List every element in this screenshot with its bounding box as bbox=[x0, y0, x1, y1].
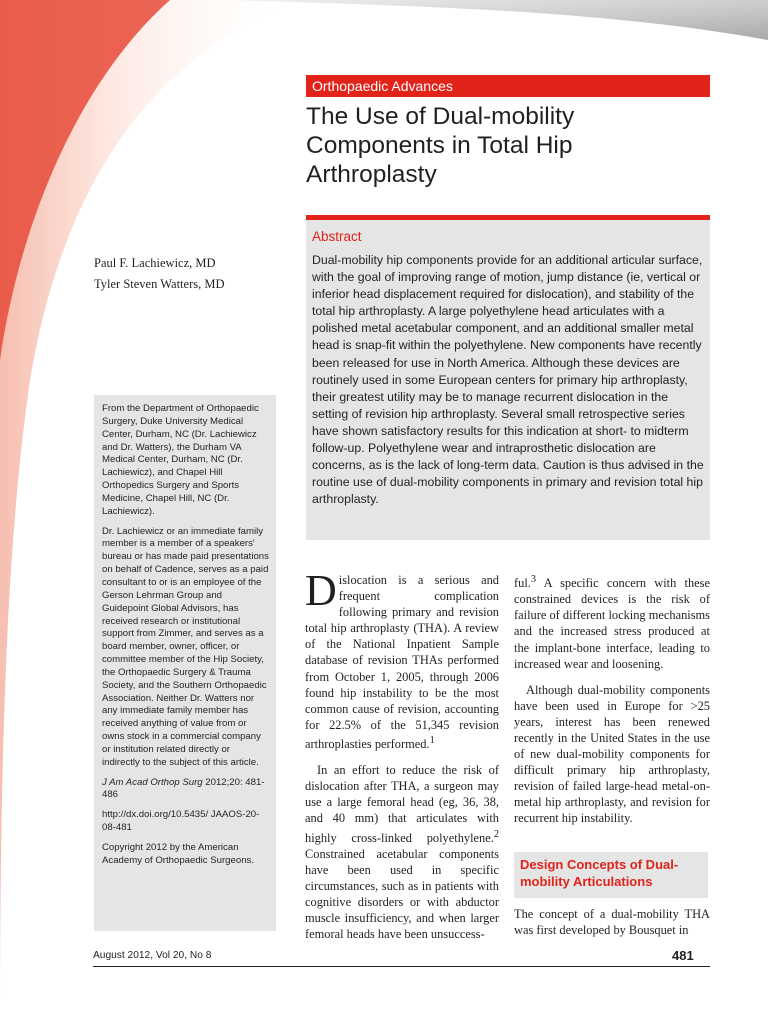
title-line: Arthroplasty bbox=[306, 161, 437, 188]
copyright-text: Copyright 2012 by the American Academy of Orthopaedic Surgeons. bbox=[102, 842, 254, 866]
abstract-heading: Abstract bbox=[312, 229, 362, 244]
body-paragraph: The concept of a dual-mobility THA was first developed by Bousquet in bbox=[514, 907, 710, 938]
section-heading: Design Concepts of Dual-mobility Articulations bbox=[520, 857, 679, 889]
citation bbox=[102, 777, 270, 803]
body-paragraph: Dislocation is a serious and frequent complication following primary and revision total hip arthroplasty (THA). A review of the National Inpatient Sample database of revision THAs performed from October 1, 2005, through 2006 found hip instability to be the most common cause of revision, accounting for 22.5% of the 51,345 revision arthroplasties performed.$^1$ bbox=[305, 566, 499, 752]
body-paragraph: ful.$^3$ A specific concern with these constrained devices is the risk of failure of different locking mechanisms and the increased stress produced at the implant-bone interface, leading to increased wear and loosening. bbox=[514, 574, 710, 671]
body-paragraph: In an effort to reduce the risk of dislocation after THA, a surgeon may use a large femoral head (eg, 36, 38, and 40 mm) that articulates with highly cross-linked polyethylene.$^2$ Constrained acetabular components have been used in specific circumstances, such as in patients with cognitive disorders or with abductor muscle insufficiency, and when larger femoral heads have been unsuccess- bbox=[305, 763, 499, 942]
drop-cap: D bbox=[305, 566, 337, 615]
body-column-right-continued bbox=[514, 906, 710, 938]
citation-journal: J Am Acad Orthop Surg bbox=[102, 776, 203, 788]
doi-link[interactable]: http://dx.doi.org/10.5435/ JAAOS-20-08-481 bbox=[102, 809, 260, 834]
issue-info: August 2012, Vol 20, No 8 bbox=[93, 950, 212, 961]
body-paragraph: Although dual-mobility components have been used in Europe for >25 years, interest has been renewed recently in the United States in the use of new dual-mobility components for difficult primary hip arthroplasty, revision of failed large-head metal-on-metal hip arthroplasty, and revision for recurrent hip instability. bbox=[514, 682, 710, 826]
title-line: The Use of Dual-mobility bbox=[306, 103, 575, 130]
footer-rule bbox=[93, 966, 710, 967]
page-number: 481 bbox=[672, 948, 694, 963]
reference-marker: 2 bbox=[493, 828, 499, 840]
author-list bbox=[94, 253, 225, 295]
section-banner: Orthopaedic Advances bbox=[306, 75, 710, 97]
article-title bbox=[306, 102, 716, 189]
citation-details: 2012;20: 481-486 bbox=[102, 776, 265, 801]
author-info-sidebar bbox=[94, 395, 276, 931]
reference-marker: 3 bbox=[530, 574, 537, 585]
body-column-left bbox=[305, 566, 499, 942]
section-heading-box bbox=[514, 852, 708, 898]
title-line: Components in Total Hip bbox=[306, 132, 573, 159]
body-column-right bbox=[514, 572, 710, 827]
author-name: Tyler Steven Watters, MD bbox=[94, 277, 225, 291]
author-name: Paul F. Lachiewicz, MD bbox=[94, 256, 216, 270]
abstract-panel bbox=[306, 220, 710, 540]
affiliation-text: From the Department of Orthopaedic Surgery, Duke University Medical Center, Durham, NC (Dr. Lachiewicz and Dr. Watters), the Durham VA Medical Center, Durham, NC (Dr. Lachiewicz), and Chapel Hill Orthopedics Surgery and Sports Medicine, Chapel Hill, NC (Dr. Lachiewicz). bbox=[102, 403, 259, 517]
disclosure-text: Dr. Lachiewicz or an immediate family member is a member of a speakers' bureau or has made paid presentations on behalf of Cadence, serves as a paid consultant to or is an employee of the Gerson Lehrman Group and Guidepoint Global Advisors, has received research or institutional support from Zimmer, and serves as a board member, owner, officer, or committee member of the Hip Society, the Orthopaedic Surgery & Trauma Society, and the Southern Orthopaedic Association. Neither Dr. Watters nor any immediate family member has received anything of value from or owns stock in a commercial company or institution related directly or indirectly to the subject of this article. bbox=[102, 525, 269, 768]
abstract-text: Dual-mobility hip components provide for an additional articular surface, with the goal of improving range of motion, jump distance (ie, vertical or inferior head displacement required for dislocation), and stability of the total hip arthroplasty. A large polyethylene head articulates with a polished metal acetabular component, and an additional smaller metal head is snap-fit within the polyethylene. New components have recently been released for use in North America. Although these devices are routinely used in some European centers for primary hip arthroplasty, their greatest utility may be to manage recurrent dislocation in the setting of revision hip arthroplasty. Several small retrospective series have shown satisfactory results for this indication at short- to midterm follow-up. Polyethylene wear and intraprosthetic dislocation are concerns, as is the lack of long-term data. Caution is thus advised in the routine use of dual-mobility components in primary and revision total hip arthroplasty. bbox=[312, 253, 704, 507]
reference-marker: 1 bbox=[429, 734, 435, 746]
